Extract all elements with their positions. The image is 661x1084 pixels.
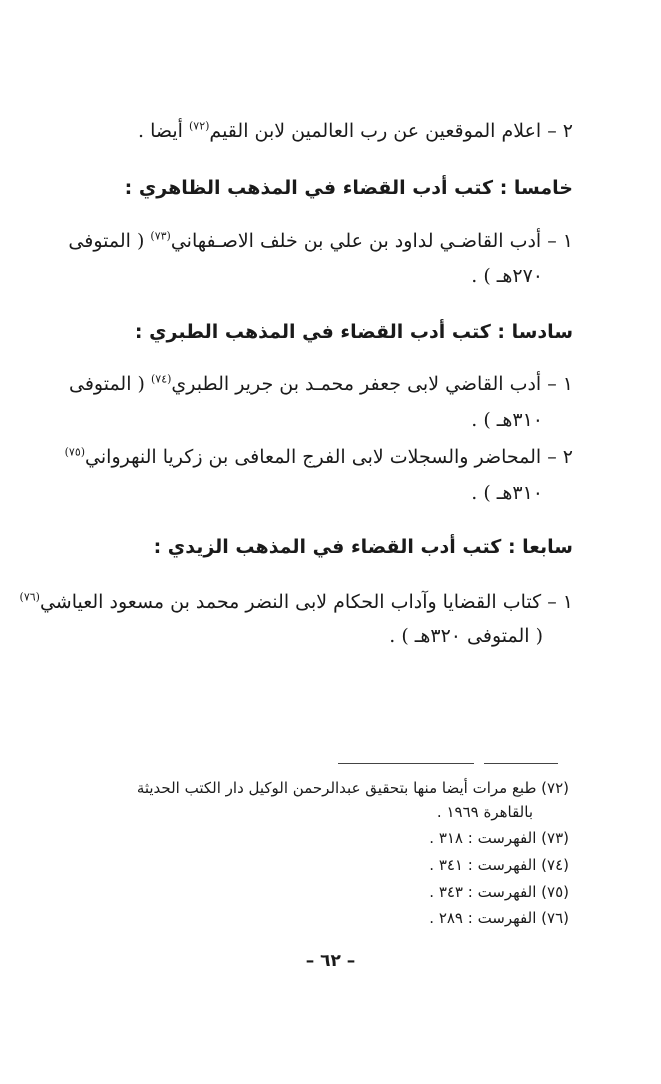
- item-ibn-qayyim-tail: أيضا .: [138, 120, 189, 142]
- item-tabari-text: ١ – أدب القاضي لابى جعفر محمـد بن جرير الطبري: [171, 373, 573, 395]
- item-ibn-qayyim: [40, 117, 573, 145]
- footnote-rule-right: [484, 763, 558, 764]
- item-nahrawani: [40, 443, 573, 471]
- item-dawud-continuation: ٢٧٠هـ ) .: [471, 265, 543, 287]
- heading-zahiri: خامسا : كتب أدب القضاء في المذهب الظاهري :: [124, 177, 573, 199]
- footnote-ref-72: (٧٢): [189, 119, 210, 133]
- item-ayashi-text: ١ – كتاب القضايا وآداب الحكام لابى النضر محمد بن مسعود العياشي: [39, 591, 573, 613]
- footnote-73: (٧٣) الفهرست : ٣١٨ .: [429, 829, 569, 847]
- item-nahrawani-text: ٢ – المحاضر والسجلات لابى الفرج المعافى بن زكريا النهرواني: [85, 446, 573, 468]
- item-ibn-qayyim-text: ٢ – اعلام الموقعين عن رب العالمين لابن القيم: [209, 120, 573, 142]
- item-tabari: [40, 370, 573, 398]
- page-number: – ٦٢ –: [305, 951, 356, 971]
- heading-tabari: سادسا : كتب أدب القضاء في المذهب الطبري :: [134, 321, 573, 343]
- footnote-ref-75: (٧٥): [64, 445, 86, 459]
- item-ayashi: [19, 588, 573, 616]
- footnote-75: (٧٥) الفهرست : ٣٤٣ .: [429, 883, 569, 901]
- footnote-74: (٧٤) الفهرست : ٣٤١ .: [429, 856, 569, 874]
- footnote-76: (٧٦) الفهرست : ٢٨٩ .: [429, 909, 569, 927]
- item-dawud-tail: ( المتوفى: [68, 230, 151, 252]
- footnote-ref-76: (٧٦): [19, 590, 40, 604]
- item-tabari-tail: ( المتوفى: [68, 373, 151, 395]
- footnote-ref-74: (٧٤): [151, 372, 172, 386]
- item-nahrawani-continuation: ٣١٠هـ ) .: [471, 482, 543, 504]
- footnote-ref-73: (٧٣): [150, 229, 171, 243]
- heading-zaydi: سابعا : كتب أدب القضاء في المذهب الزيدي :: [153, 536, 573, 558]
- item-ayashi-continuation: ( المتوفى ٣٢٠هـ ) .: [389, 625, 543, 647]
- item-dawud: [40, 227, 573, 255]
- footnote-72: (٧٢) طبع مرات أيضا منها بتحقيق عبدالرحمن الوكيل دار الكتب الحديثة: [136, 779, 569, 797]
- footnote-72-continuation: بالقاهرة ١٩٦٩ .: [436, 803, 533, 821]
- item-dawud-text: ١ – أدب القاضـي لداود بن علي بن خلف الاصـفهاني: [170, 230, 573, 252]
- item-tabari-continuation: ٣١٠هـ ) .: [471, 409, 543, 431]
- footnote-rule-left: [338, 763, 474, 764]
